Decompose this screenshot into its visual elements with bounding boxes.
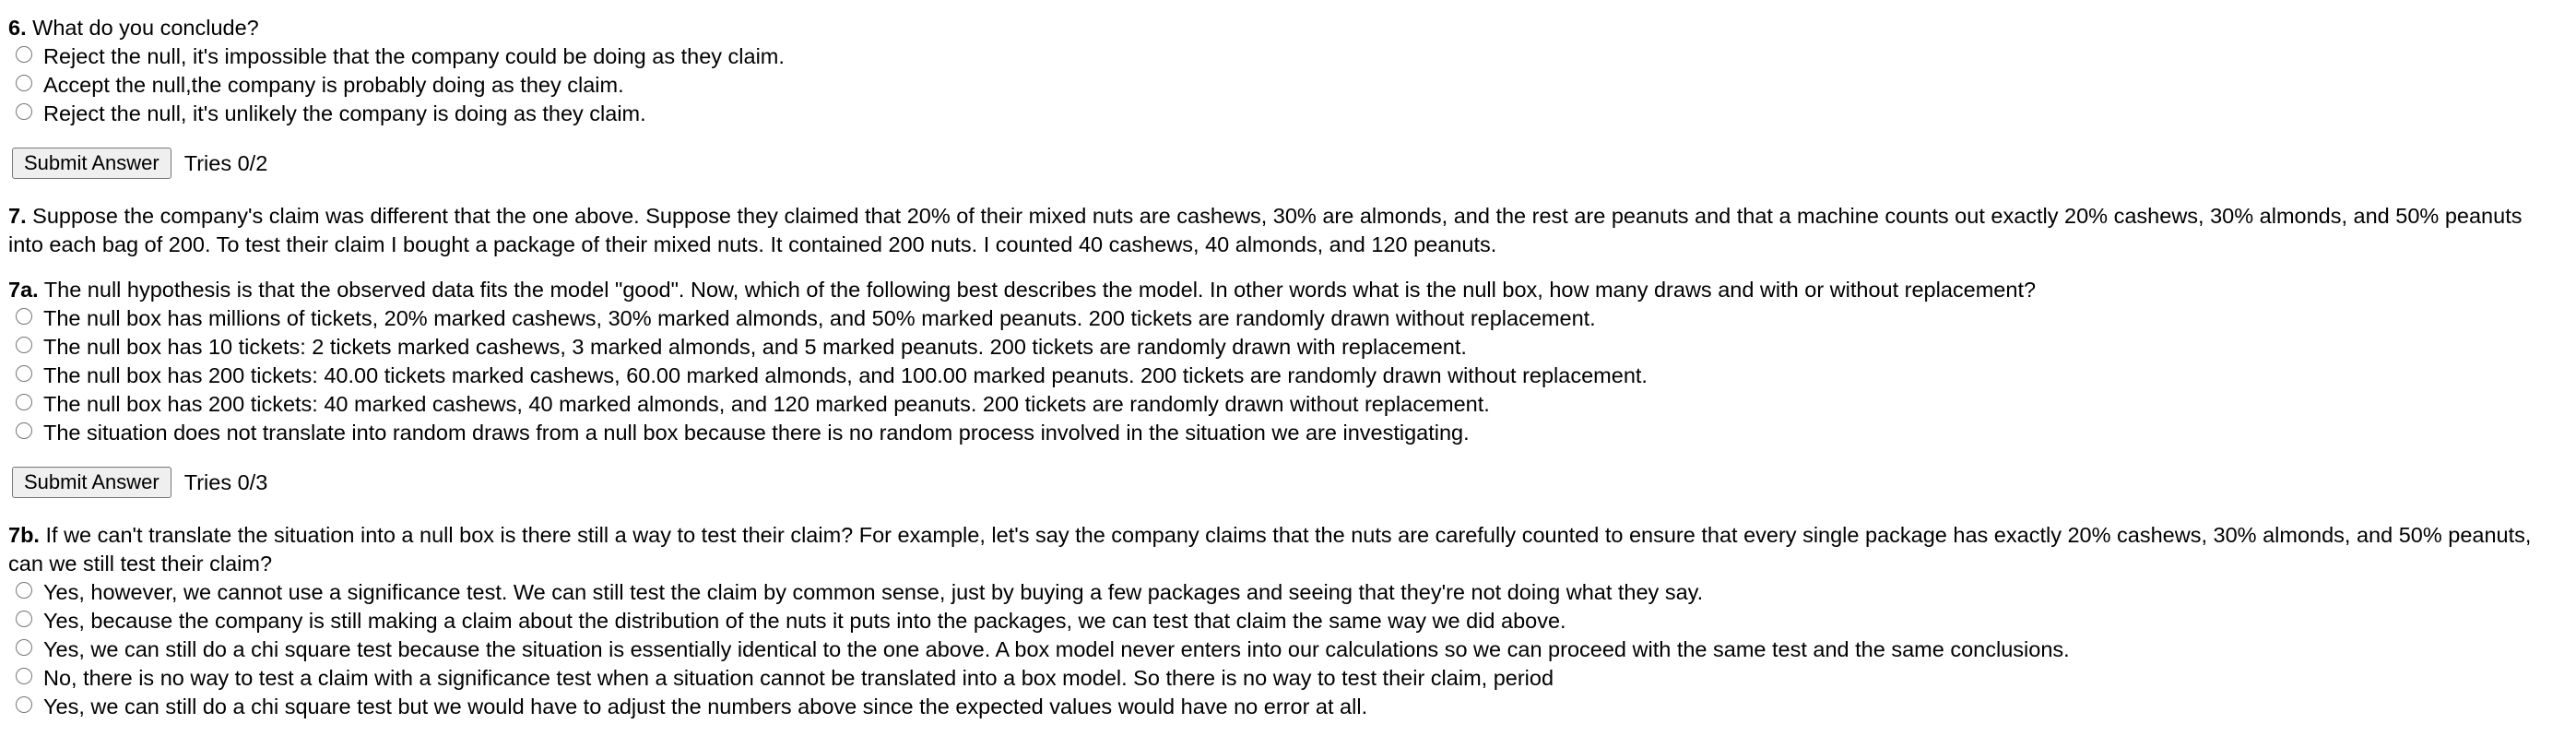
q7b-option-5-radio[interactable] (16, 696, 32, 713)
q6-tries-counter: Tries 0/2 (183, 150, 268, 175)
q6-option-3-label[interactable]: Reject the null, it's unlikely the company is doing as they claim. (43, 101, 646, 125)
question-7-text: Suppose the company's claim was different that the one above. Suppose they claimed that 20% of their mixed nuts are cashews, 30% are almonds, and the rest are peanuts and that a machine counts out exactly 20% cashews, 30% almonds, and 50% peanuts into each bag of 200. To test their claim I bought a package of their mixed nuts. It contained 200 nuts. I counted 40 cashews, 40 almonds, and 120 peanuts. (8, 204, 2523, 256)
question-6-number: 6. (8, 16, 27, 40)
q7a-submit-row (8, 464, 2562, 501)
q7b-option-2-label[interactable]: Yes, because the company is still making a claim about the distribution of the nuts it puts into the packages, we can test that claim the same way we did above. (43, 609, 1566, 633)
q7b-option-3-label[interactable]: Yes, we can still do a chi square test because the situation is essentially identical to the one above. A box model never enters into our calculations so we can proceed with the same test and the same conclusions. (43, 637, 2070, 661)
q7b-option-4-label[interactable]: No, there is no way to test a claim with a significance test when a situation cannot be translated into a box model. So there is no way to test their claim, period (43, 666, 1554, 690)
q7b-option-4-radio[interactable] (16, 668, 32, 684)
q6-option-1-label[interactable]: Reject the null, it's impossible that the company could be doing as they claim. (43, 44, 785, 68)
question-7b-number: 7b. (8, 523, 40, 547)
question-7b-header (8, 521, 2562, 578)
q7b-option-5[interactable] (8, 693, 2562, 721)
q7a-option-2[interactable] (8, 333, 2562, 362)
q6-option-2[interactable] (8, 71, 2562, 100)
q7a-option-3-radio[interactable] (16, 365, 32, 382)
q7b-option-1[interactable] (8, 578, 2562, 607)
q7a-option-1-radio[interactable] (16, 308, 32, 325)
q7b-option-2-radio[interactable] (16, 611, 32, 627)
question-7b-text: If we can't translate the situation into a null box is there still a way to test their claim? For example, let's say the company claims that the nuts are carefully counted to ensure that every single package has exactly 20% cashews, 30% almonds, and 50% peanuts, can we still test their claim? (8, 523, 2532, 576)
q7b-option-2[interactable] (8, 607, 2562, 635)
q6-option-3-radio[interactable] (16, 103, 32, 120)
question-7a-text: The null hypothesis is that the observed data fits the model "good". Now, which of the following best describes the model. In other words what is the null box, how many draws and with or without replacement? (43, 278, 2037, 302)
quiz-page (8, 14, 2562, 721)
q6-submit-row (8, 145, 2562, 182)
q7a-option-3[interactable] (8, 362, 2562, 390)
q7b-option-5-label[interactable]: Yes, we can still do a chi square test but we would have to adjust the numbers above since the expected values would have no error at all. (43, 694, 1368, 718)
q7a-tries-counter: Tries 0/3 (183, 469, 268, 494)
q7a-option-3-label[interactable]: The null box has 200 tickets: 40.00 tickets marked cashews, 60.00 marked almonds, and 100.00 marked peanuts. 200 tickets are randomly drawn without replacement. (43, 363, 1648, 387)
q7b-option-1-radio[interactable] (16, 582, 32, 599)
question-7a-header (8, 276, 2562, 304)
q7b-option-3[interactable] (8, 635, 2562, 664)
q7a-option-1-label[interactable]: The null box has millions of tickets, 20% marked cashews, 30% marked almonds, and 50% marked peanuts. 200 tickets are randomly drawn without replacement. (43, 306, 1596, 330)
q6-option-1[interactable] (8, 42, 2562, 71)
q7a-option-5-label[interactable]: The situation does not translate into random draws from a null box because there is no random process involved in the situation we are investigating. (43, 421, 1470, 445)
q7a-option-5-radio[interactable] (16, 422, 32, 439)
question-6-header (8, 14, 2562, 42)
question-7a-number: 7a. (8, 278, 39, 302)
question-7-header (8, 202, 2562, 259)
q7a-option-2-radio[interactable] (16, 337, 32, 353)
q7a-option-2-label[interactable]: The null box has 10 tickets: 2 tickets marked cashews, 3 marked almonds, and 5 marked peanuts. 200 tickets are randomly drawn with replacement. (43, 335, 1467, 359)
question-7-number: 7. (8, 204, 27, 228)
q6-option-1-radio[interactable] (16, 46, 32, 63)
q7b-option-3-radio[interactable] (16, 639, 32, 656)
q6-option-2-label[interactable]: Accept the null,the company is probably doing as they claim. (43, 73, 624, 97)
q7a-option-4[interactable] (8, 390, 2562, 419)
q6-submit-button[interactable]: Submit Answer (12, 148, 171, 179)
q7a-option-5[interactable] (8, 419, 2562, 447)
q7a-option-1[interactable] (8, 304, 2562, 333)
q6-option-3[interactable] (8, 100, 2562, 128)
q7a-submit-button[interactable]: Submit Answer (12, 467, 171, 498)
q7b-option-1-label[interactable]: Yes, however, we cannot use a significance test. We can still test the claim by common sense, just by buying a few packages and seeing that they're not doing what they say. (43, 580, 1704, 604)
q7a-option-4-radio[interactable] (16, 394, 32, 410)
q7b-option-4[interactable] (8, 664, 2562, 693)
question-6-text: What do you conclude? (32, 16, 259, 40)
q6-option-2-radio[interactable] (16, 75, 32, 91)
q7a-option-4-label[interactable]: The null box has 200 tickets: 40 marked cashews, 40 marked almonds, and 120 marked peanuts. 200 tickets are randomly drawn without replacement. (43, 392, 1490, 416)
